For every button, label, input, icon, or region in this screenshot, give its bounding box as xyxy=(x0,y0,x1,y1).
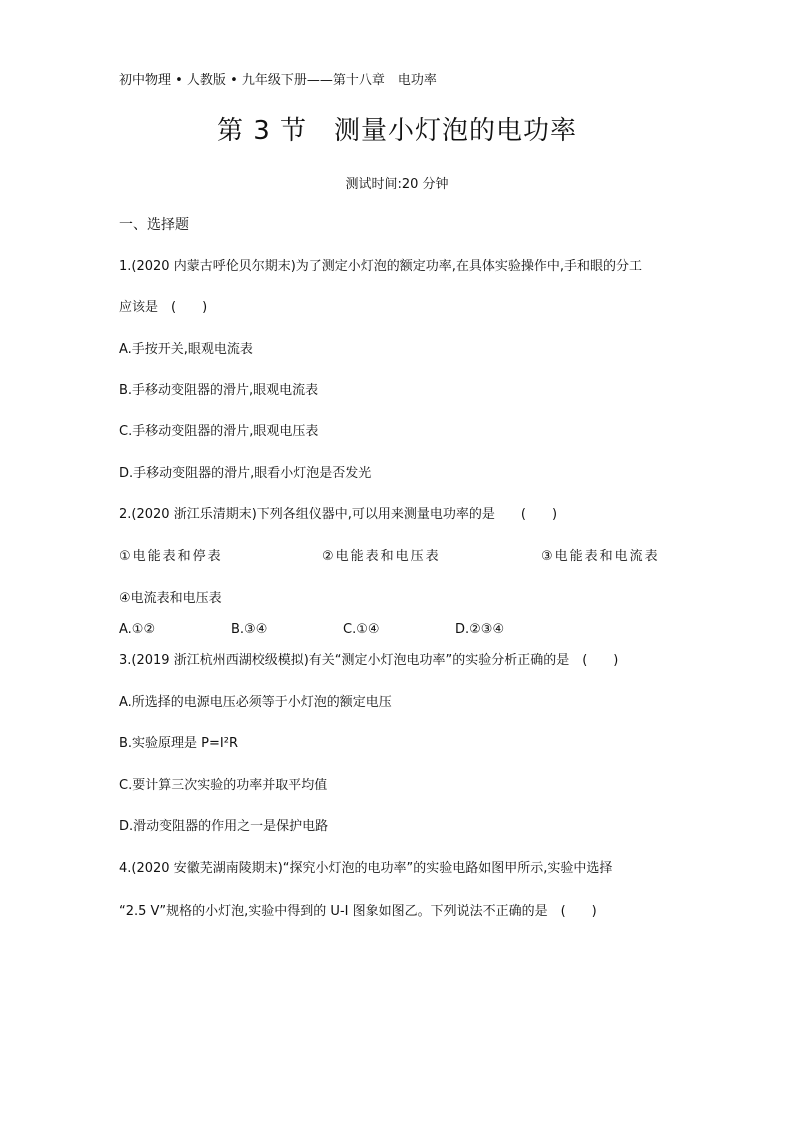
question-1-stem-line1: 1.(2020 内蒙古呼伦贝尔期末)为了测定小灯泡的额定功率,在具体实验操作中,手和眼的分工 xyxy=(119,259,643,274)
question-4-stem-line1: 4.(2020 安徽芜湖南陵期末)“探究小灯泡的电功率”的实验电路如图甲所示,实验中选择 xyxy=(119,861,613,876)
question-2-items-row xyxy=(119,548,679,566)
question-4-stem-line2: “2.5 V”规格的小灯泡,实验中得到的 U-I 图象如图乙。下列说法不正确的是 ( ) xyxy=(119,904,597,919)
question-3-option-a: A.所选择的电源电压必须等于小灯泡的额定电压 xyxy=(119,695,392,710)
question-2-option-c: C.①④ xyxy=(343,622,380,637)
question-2-item-2: ②电能表和电压表 xyxy=(322,549,441,564)
question-2-option-d: D.②③④ xyxy=(455,622,505,637)
question-3-option-b: B.实验原理是 P=I²R xyxy=(119,736,238,751)
question-2-option-b: B.③④ xyxy=(231,622,268,637)
question-1-option-c: C.手移动变阻器的滑片,眼观电压表 xyxy=(119,424,319,439)
question-3-option-d: D.滑动变阻器的作用之一是保护电路 xyxy=(119,819,329,834)
question-2-item-4: ④电流表和电压表 xyxy=(119,591,222,606)
question-2-stem: 2.(2020 浙江乐清期末)下列各组仪器中,可以用来测量电功率的是 ( ) xyxy=(119,507,558,522)
question-1-option-d: D.手移动变阻器的滑片,眼看小灯泡是否发光 xyxy=(119,466,372,481)
breadcrumb: 初中物理 • 人教版 • 九年级下册——第十八章 电功率 xyxy=(119,73,437,88)
question-2-option-a: A.①② xyxy=(119,622,156,637)
question-1-stem-line2: 应该是 ( ) xyxy=(119,300,208,315)
question-3-stem: 3.(2019 浙江杭州西湖校级模拟)有关“测定小灯泡电功率”的实验分析正确的是 ( ) xyxy=(119,653,619,668)
question-1-option-a: A.手按开关,眼观电流表 xyxy=(119,342,253,357)
question-2-options-row xyxy=(119,621,679,639)
question-2-item-3: ③电能表和电流表 xyxy=(541,549,660,564)
question-2-item-1: ①电能表和停表 xyxy=(119,549,223,564)
test-duration: 测试时间:20 分钟 xyxy=(345,177,449,192)
page-title: 第 3 节 测量小灯泡的电功率 xyxy=(216,116,578,146)
section-title: 一、选择题 xyxy=(119,217,189,233)
question-3-option-c: C.要计算三次实验的功率并取平均值 xyxy=(119,778,328,793)
question-1-option-b: B.手移动变阻器的滑片,眼观电流表 xyxy=(119,383,319,398)
